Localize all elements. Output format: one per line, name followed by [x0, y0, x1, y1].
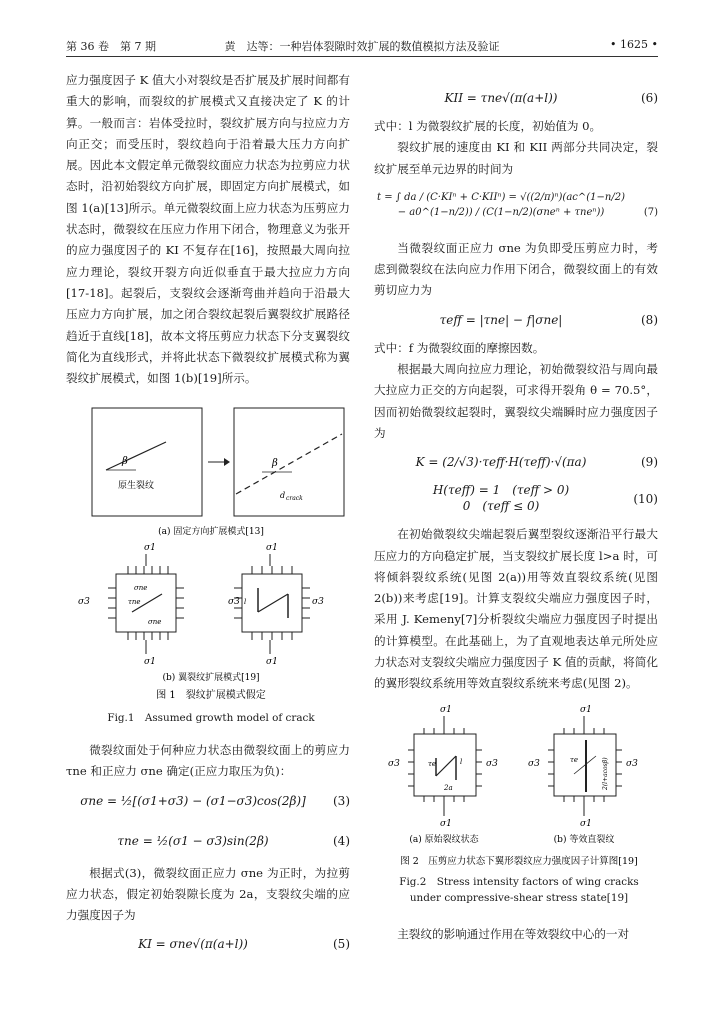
right-paragraph-4: 式中：f 为微裂纹面的摩擦因数。 — [374, 340, 545, 355]
svg-text:τne: τne — [128, 598, 141, 606]
svg-text:σne: σne — [134, 584, 148, 592]
svg-text:σ3: σ3 — [78, 597, 90, 607]
fig1b-left — [78, 543, 184, 667]
equation-8: τeff = |τne| − f|σne| (8) — [439, 312, 658, 327]
fig1b-right — [228, 543, 324, 667]
svg-text:l: l — [460, 758, 463, 766]
svg-text:σ3: σ3 — [228, 597, 240, 607]
svg-text:σ1: σ1 — [266, 657, 278, 667]
fig1a-right-box — [234, 408, 344, 516]
fig2b — [528, 705, 638, 845]
fig1-sub-a: (a) 固定方向扩展模式[13] — [158, 527, 264, 537]
svg-text:σ3: σ3 — [312, 597, 324, 607]
svg-text:σ3: σ3 — [486, 759, 498, 769]
right-paragraph-5: 根据最大周向拉应力理论，初始微裂纹沿与周向最大拉应力正交的方向起裂，可求得开裂角 θ = 70.5°，因而初始微裂纹起裂时，翼裂纹尖端瞬时应力强度因子为 — [374, 362, 658, 440]
fig1-title-en: Fig.1 Assumed growth model of crack — [107, 712, 315, 724]
equation-9: K = (2/√3)·τeff·H(τeff)·√(πa) (9) — [415, 455, 658, 470]
right-column — [374, 86, 658, 695]
left-paragraph-3: 根据式(3)，微裂纹面正应力 σne 为正时，为拉剪应力状态，假定初始裂隙长度为 2a，支裂纹尖端的应力强度因子为 — [66, 865, 350, 923]
right-paragraph-7: 主裂纹的影响通过作用在等效裂纹中心的一对 — [397, 927, 630, 941]
svg-text:σ1: σ1 — [580, 819, 592, 829]
svg-text:σ1: σ1 — [440, 819, 452, 829]
svg-text:2a: 2a — [444, 784, 453, 792]
svg-text:β: β — [272, 458, 278, 469]
svg-text:σ1: σ1 — [144, 657, 156, 667]
svg-text:σ3: σ3 — [626, 759, 638, 769]
fig1-beta-label: β — [122, 456, 128, 467]
right-paragraph-2: 裂纹扩展的速度由 KI 和 KII 两部分共同决定，裂纹扩展至单元边界的时间为 — [374, 140, 658, 176]
svg-text:crack: crack — [286, 495, 303, 502]
fig1-crack-label: 原生裂纹 — [118, 481, 155, 491]
svg-text:d: d — [280, 491, 286, 500]
svg-text:2(l+acosβ): 2(l+acosβ) — [602, 757, 609, 790]
header-volume: 第 36 卷 第 7 期 — [66, 40, 156, 53]
fig2-sub-b: (b) 等效直裂纹 — [553, 835, 615, 845]
header-page: • 1625 • — [610, 38, 658, 51]
left-column-lower — [66, 740, 350, 954]
svg-text:τe: τe — [570, 756, 579, 764]
svg-text:σ3: σ3 — [528, 759, 540, 769]
right-paragraph-1: 式中：l 为微裂纹扩展的长度，初始值为 0。 — [374, 119, 602, 133]
fig1a-left-box — [92, 408, 202, 516]
fig1-title: 图 1 裂纹扩展模式假定 — [156, 690, 266, 701]
figure-1 — [66, 398, 356, 708]
header-title: 黄 达等：一种岩体裂隙时效扩展的数值模拟方法及验证 — [224, 40, 500, 53]
equation-7: t = ∫ da / (C·KIⁿ + C·KIIⁿ) = √((2/π)ⁿ)(ac^(1−n/2) − a0^(1−n/2)) / (C(1−n/2)(σneⁿ + τneⁿ)) (7) — [377, 191, 658, 218]
svg-text:σne: σne — [148, 618, 162, 626]
page-header — [66, 38, 658, 57]
svg-text:σ1: σ1 — [580, 705, 592, 715]
fig1a-arrow — [208, 458, 230, 466]
equation-5: KI = σne√(π(a+l)) (5) — [138, 937, 350, 952]
svg-text:τe: τe — [428, 760, 437, 768]
fig2-title: 图 2 压剪应力状态下翼形裂纹应力强度因子计算图[19] — [400, 856, 638, 867]
fig1-sub-b: (b) 翼裂纹扩展模式[19] — [162, 673, 260, 683]
equation-10: H(τeff) = 1 (τeff > 0) 0 (τeff ≤ 0) (10) — [432, 483, 658, 514]
fig2-title-en: Fig.2 Stress intensity factors of wing cracks under compressive-shear stress state[19] — [399, 876, 639, 904]
fig2-sub-a: (a) 原始裂纹状态 — [409, 835, 479, 845]
fig2a — [388, 705, 498, 845]
right-paragraph-6: 在初始微裂纹尖端起裂后翼型裂纹逐渐沿平行最大压应力的方向稳定扩展，当支裂纹扩展长度 l>a 时，可将倾斜裂纹系统(见图 2(a))用等效直裂纹系统(见图 2(b))来考虑[19]。计算支裂纹尖端应力强度因子时，采用 J. Kemeny[7]分析裂纹尖端应力强度因子时提出的计算模型。在此基础上，为了直观地表达单元所处应力状态对支裂纹尖端应力强度因子 K 值的贡献，将简化的翼形裂纹系统用等效直裂纹系统来考虑(见图 2)。 — [374, 527, 658, 691]
equation-3: σne = ½[(σ1+σ3) − (σ1−σ3)cos(2β)] (3) — [80, 793, 350, 808]
left-column — [66, 70, 350, 389]
left-paragraph-2: 微裂纹面处于何种应力状态由微裂纹面上的剪应力 τne 和正应力 σne 确定(正应力取压为负)： — [66, 743, 350, 779]
svg-text:σ1: σ1 — [440, 705, 452, 715]
equation-6: KII = τne√(π(a+l)) (6) — [444, 91, 658, 105]
svg-text:l: l — [244, 598, 247, 606]
svg-text:σ1: σ1 — [144, 543, 156, 553]
svg-text:σ1: σ1 — [266, 543, 278, 553]
svg-text:σ3: σ3 — [388, 759, 400, 769]
right-column-bottom — [374, 924, 658, 945]
equation-4: τne = ½(σ1 − σ3)sin(2β) (4) — [117, 833, 350, 848]
left-paragraph-1: 应力强度因子 K 值大小对裂纹是否扩展及扩展时间都有重大的影响，而裂纹的扩展模式又直接决定了 K 的计算。一般而言：岩体受拉时，裂纹扩展方向与拉应力方向正交；而受压时，裂纹趋向于沿着最大压力方向扩展。因此本文假定单元微裂纹面应力状态为拉剪应力状态时，沿初始裂纹方向扩展，即固定方向扩展模式，如图 1(a)[13]所示。单元微裂纹面上应力状态为压剪应力状态时，微裂纹在压应力作用下闭合，物理意义为张开的应力强度因子的 KI 不复存在[16]，按照最大周向拉应力理论，裂纹开裂方向近似垂直于最大拉应力方向[17-18]。起裂后，支裂纹会逐渐弯曲并趋向于沿最大压应力方向扩展，加之闭合裂纹起裂后翼裂纹扩展路径趋近于直线[18]，故本文将压剪应力状态下分支翼裂纹简化为直线形式，并将此状态下微裂纹扩展模式称为翼裂纹扩展模式，如图 1(b)[19]所示。 — [66, 73, 350, 386]
right-paragraph-3: 当微裂纹面正应力 σne 为负即受压剪应力时，考虑到微裂纹在法向应力作用下闭合，微裂纹面上的有效剪切应力为 — [374, 240, 658, 298]
